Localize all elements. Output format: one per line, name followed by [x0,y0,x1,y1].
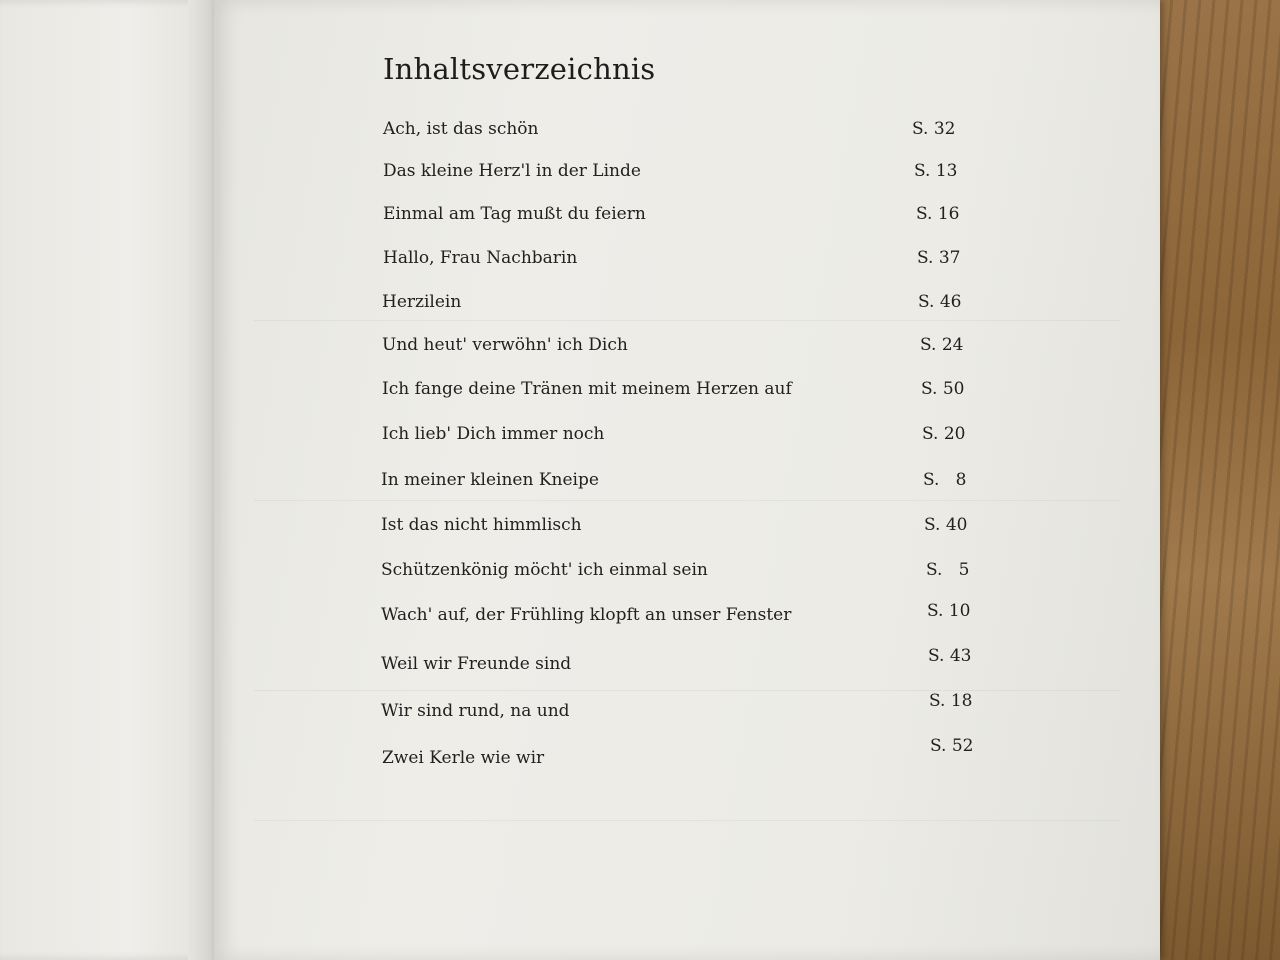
toc-entry-title: Herzilein [382,292,462,312]
toc-entry-title: Das kleine Herz'l in der Linde [383,161,641,181]
toc-entry-title: In meiner kleinen Kneipe [381,470,599,490]
toc-entry-page: S. 8 [923,470,967,490]
toc-entry-title: Ich fange deine Tränen mit meinem Herzen auf [382,379,792,399]
toc-entry-title: Ich lieb' Dich immer noch [382,424,605,444]
toc-entry-title: Schützenkönig möcht' ich einmal sein [381,560,708,580]
toc-entry-title: Ach, ist das schön [383,119,539,139]
toc-entry-page: S. 20 [922,424,966,444]
toc-entry-title: Wach' auf, der Frühling klopft an unser Fenster [381,605,792,625]
toc-entry-title: Einmal am Tag mußt du feiern [383,204,646,224]
toc-entry-page: S. 18 [929,691,973,711]
toc-entry-page: S. 32 [912,119,956,139]
toc-entry-page: S. 46 [918,292,962,312]
toc-entry-page: S. 5 [926,560,970,580]
toc-entry-page: S. 37 [917,248,961,268]
toc-entry-page: S. 43 [928,646,972,666]
toc-entry-page: S. 10 [927,601,971,621]
toc-entry-page: S. 13 [914,161,958,181]
toc-entry-title: Und heut' verwöhn' ich Dich [382,335,628,355]
page-title: Inhaltsverzeichnis [383,52,656,86]
toc-entry-title: Zwei Kerle wie wir [382,748,545,768]
toc-entry-page: S. 40 [924,515,968,535]
toc-entry-page: S. 16 [916,204,960,224]
toc-entry-page: S. 52 [930,736,974,756]
toc-entry-title: Ist das nicht himmlisch [381,515,582,535]
toc-entry-page: S. 50 [921,379,965,399]
toc-entry-title: Wir sind rund, na und [381,701,570,721]
toc-entry-title: Hallo, Frau Nachbarin [383,248,578,268]
toc-entry-page: S. 24 [920,335,964,355]
toc-entry-title: Weil wir Freunde sind [381,654,572,674]
